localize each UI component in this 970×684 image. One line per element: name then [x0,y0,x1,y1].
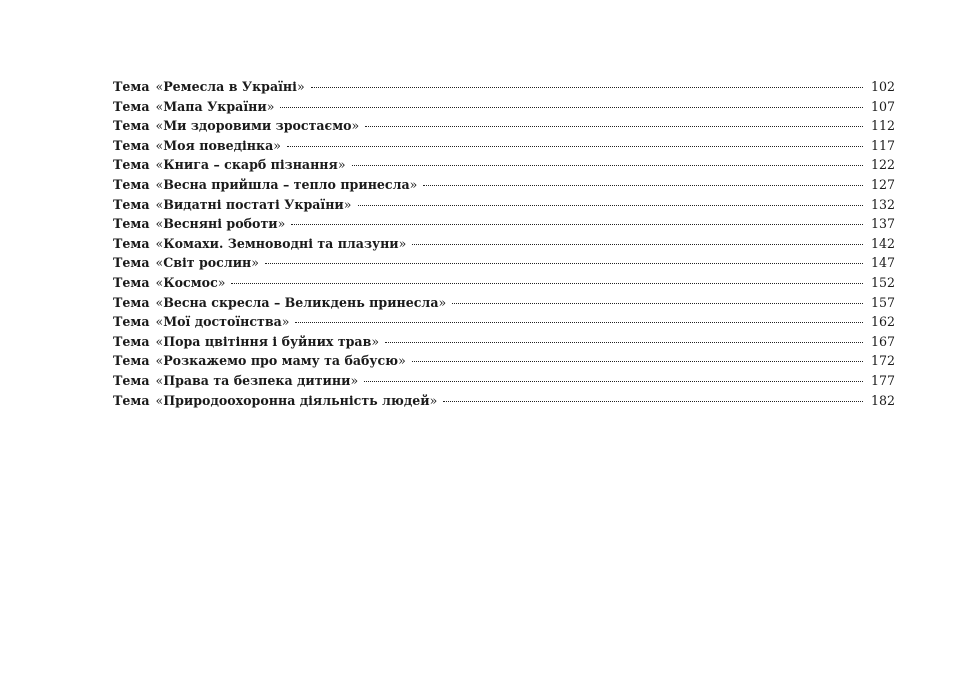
toc-leader-dots [231,283,863,284]
toc-entry-prefix: Тема [113,137,150,153]
toc-entry-title: «Космос» [155,274,226,290]
toc-entry-prefix: Тема [113,274,150,290]
toc-entry-prefix: Тема [113,79,150,94]
toc-entry-title: «Ми здоровими зростаємо» [155,118,360,134]
toc-entry [113,118,895,138]
toc-leader-dots [443,401,863,402]
toc-leader-dots [280,107,863,108]
toc-entry-prefix: Тема [113,196,150,212]
toc-leader-dots [452,303,863,304]
toc-entry-page: 122 [870,157,895,173]
toc-entry [113,334,895,354]
toc-entry-prefix: Тема [113,216,150,232]
toc-leader-dots [412,244,863,245]
toc-entry-title: «Мапа України» [155,98,275,114]
toc-leader-dots [295,322,863,323]
toc-entry [113,373,895,393]
toc-entry [113,393,895,413]
toc-entry-title: «Видатні постаті України» [155,196,352,212]
toc-entry-prefix: Тема [113,157,150,173]
toc-entry-title: «Пора цвітіння і буйних трав» [155,333,380,349]
toc-leader-dots [385,342,863,343]
toc-entry-prefix: Тема [113,294,150,310]
toc-entry-page: 102 [870,79,895,94]
toc-entry-title: «Весняні роботи» [155,216,286,232]
toc-entry-title: «Книга – скарб пізнання» [155,157,346,173]
toc-leader-dots [265,263,863,264]
table-of-contents [113,79,895,412]
toc-entry-page: 112 [870,118,895,134]
toc-entry [113,216,895,236]
toc-entry [113,197,895,217]
toc-entry [113,138,895,158]
toc-entry [113,157,895,177]
toc-leader-dots [311,87,863,88]
toc-entry-page: 177 [870,372,895,388]
toc-entry-title: «Комахи. Земноводні та плазуни» [155,235,407,251]
toc-entry-prefix: Тема [113,372,150,388]
toc-leader-dots [364,381,863,382]
toc-entry-page: 117 [870,137,895,153]
toc-entry [113,275,895,295]
toc-entry-title: «Моя поведінка» [155,137,281,153]
toc-entry-prefix: Тема [113,235,150,251]
toc-entry-title: «Ремесла в Україні» [155,79,305,94]
toc-entry-prefix: Тема [113,392,150,408]
toc-leader-dots [352,165,863,166]
toc-entry-page: 127 [870,176,895,192]
toc-entry-page: 137 [870,216,895,232]
toc-leader-dots [365,126,863,127]
toc-entry-title: «Природоохоронна діяльність людей» [155,392,438,408]
toc-entry [113,177,895,197]
toc-entry [113,236,895,256]
toc-entry-title: «Мої достоїнства» [155,314,290,330]
toc-leader-dots [423,185,863,186]
toc-entry-title: «Права та безпека дитини» [155,372,359,388]
toc-entry-prefix: Тема [113,118,150,134]
toc-entry-page: 162 [870,314,895,330]
toc-entry-prefix: Тема [113,255,150,271]
toc-entry [113,314,895,334]
toc-leader-dots [358,205,864,206]
toc-entry [113,353,895,373]
toc-entry-page: 142 [870,235,895,251]
toc-entry-title: «Весна скресла – Великдень принесла» [155,294,447,310]
toc-entry-page: 157 [870,294,895,310]
toc-entry-page: 167 [870,333,895,349]
toc-leader-dots [291,224,863,225]
toc-entry-page: 147 [870,255,895,271]
toc-entry [113,99,895,119]
toc-leader-dots [287,146,863,147]
toc-entry-page: 172 [870,353,895,369]
toc-entry [113,79,895,99]
toc-entry-prefix: Тема [113,98,150,114]
toc-entry-page: 182 [870,392,895,408]
toc-entry-page: 152 [870,274,895,290]
toc-entry-title: «Розкажемо про маму та бабусю» [155,353,406,369]
toc-entry-prefix: Тема [113,353,150,369]
toc-entry-title: «Весна прийшла – тепло принесла» [155,176,418,192]
toc-entry-page: 107 [870,98,895,114]
toc-entry-page: 132 [870,196,895,212]
toc-entry-prefix: Тема [113,176,150,192]
toc-entry [113,295,895,315]
toc-entry-title: «Світ рослин» [155,255,259,271]
toc-entry-prefix: Тема [113,314,150,330]
toc-leader-dots [412,361,863,362]
toc-entry [113,255,895,275]
toc-entry-prefix: Тема [113,333,150,349]
